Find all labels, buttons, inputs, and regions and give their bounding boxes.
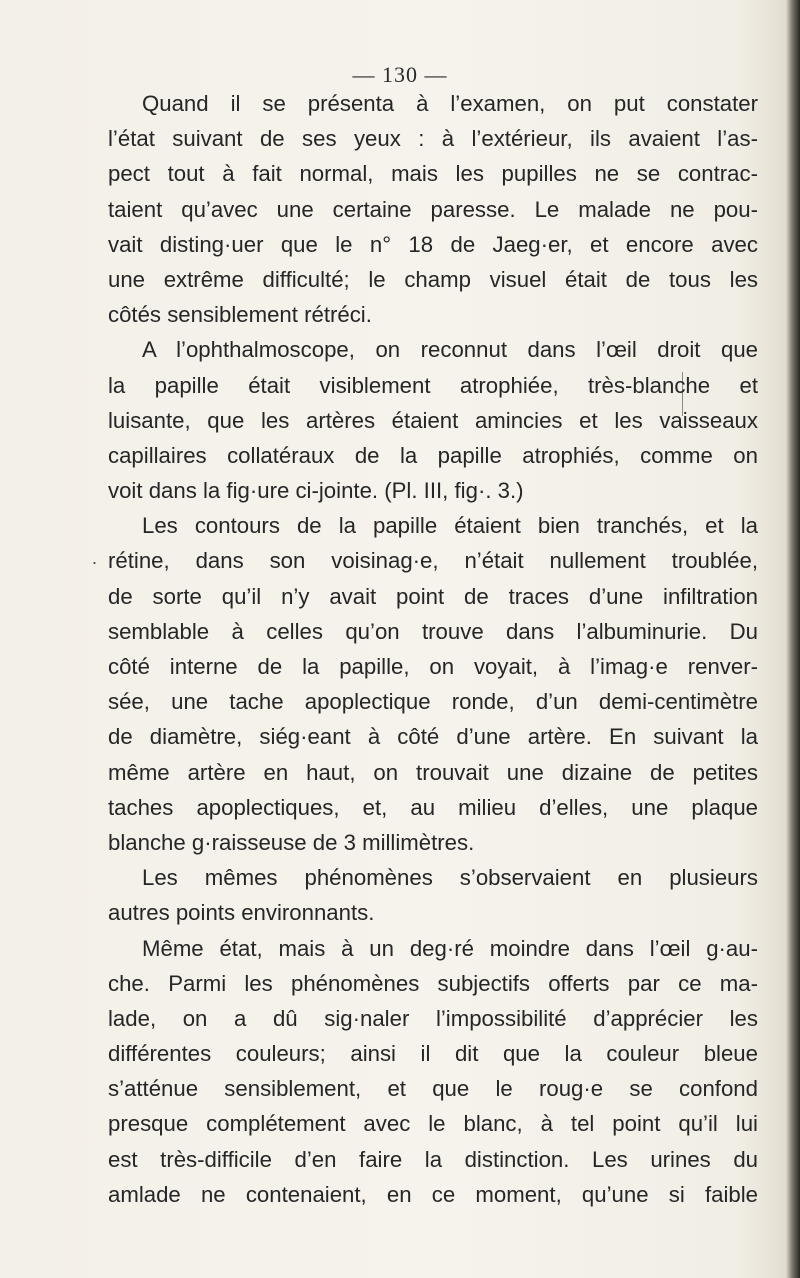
text-line: presque complétement avec le blanc, à tel point qu’il lui — [108, 1111, 758, 1137]
text-line: s’atténue sensiblement, et que le roug·e se confond — [108, 1076, 758, 1102]
text-line: Les contours de la papille étaient bien tranchés, et la — [142, 513, 758, 539]
text-line: vait disting·uer que le n° 18 de Jaeg·er, et encore avec — [108, 231, 758, 257]
text-line: rétine, dans son voisinag·e, n’était nullement troublée, — [108, 548, 758, 574]
text-line: Quand il se présenta à l’examen, on put constater — [142, 91, 758, 116]
text-line: est très-difficile d’en faire la distinction. Les urines du — [108, 1146, 758, 1172]
text-line: taches apoplectiques, et, au milieu d’elles, une plaque — [108, 794, 758, 820]
text-line: Même état, mais à un deg·ré moindre dans l’œil g·au- — [142, 935, 758, 961]
text-line: luisante, que les artères étaient amincies et les vaisseaux — [108, 407, 758, 433]
text-line: amlade ne contenaient, en ce moment, qu’une si faible — [108, 1181, 758, 1207]
text-line: voit dans la fig·ure ci-jointe. (Pl. III, fig·. 3.) — [108, 478, 524, 504]
text-line: la papille était visiblement atrophiée, très-blanche et — [108, 372, 758, 398]
text-line: de diamètre, siég·eant à côté d’une artère. En suivant la — [108, 724, 758, 750]
text-line: Les mêmes phénomènes s’observaient en plusieurs — [142, 865, 758, 891]
text-line: autres points environnants. — [108, 900, 375, 926]
text-line: côtés sensiblement rétréci. — [108, 302, 372, 328]
text-line: de sorte qu’il n’y avait point de traces d’une infiltration — [108, 583, 758, 609]
text-line: côté interne de la papille, on voyait, à l’imag·e renver- — [108, 654, 758, 679]
text-line: che. Parmi les phénomènes subjectifs offerts par ce ma- — [108, 970, 758, 996]
text-line: sée, une tache apoplectique ronde, d’un demi-centimètre — [108, 689, 758, 715]
body-text — [108, 86, 758, 1212]
text-line: A l’ophthalmoscope, on reconnut dans l’œil droit que — [142, 337, 758, 363]
text-line: l’état suivant de ses yeux : à l’extérieur, ils avaient l’as- — [108, 126, 758, 152]
text-line: blanche g·raisseuse de 3 millimètres. — [108, 829, 475, 855]
text-line: lade, on a dû sig·naler l’impossibilité d’apprécier les — [108, 1005, 758, 1031]
text-line: taient qu’avec une certaine paresse. Le malade ne pou- — [108, 196, 758, 222]
text-line: différentes couleurs; ainsi il dit que la couleur bleue — [108, 1041, 758, 1067]
text-line: une extrême difficulté; le champ visuel était de tous les — [108, 266, 758, 292]
margin-dot: . — [92, 548, 98, 568]
text-line: pect tout à fait normal, mais les pupilles ne se contrac- — [108, 161, 758, 187]
text-line: même artère en haut, on trouvait une dizaine de petites — [108, 759, 758, 785]
text-line: capillaires collatéraux de la papille atrophiés, comme on — [108, 442, 758, 468]
text-line: semblable à celles qu’on trouve dans l’albuminurie. Du — [108, 618, 758, 644]
page-edge-shadow — [786, 0, 800, 1278]
page-number: — 130 — — [352, 62, 448, 87]
